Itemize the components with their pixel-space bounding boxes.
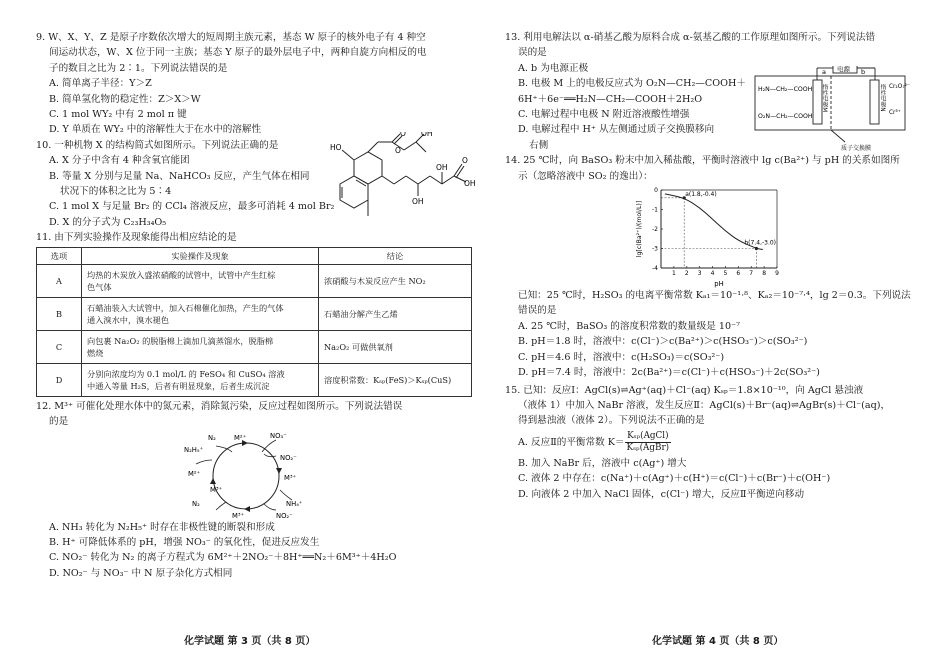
q14-option-d: D. pH＝7.4 时，溶液中：2c(Ba²⁺)＝c(Cl⁻)＋c(HSO₃⁻)＋2c(SO₃²⁻) <box>518 367 820 379</box>
power-supply-label: 电源 <box>837 66 850 73</box>
q14-option-b: B. pH＝1.8 时，溶液中：c(Cl⁻)＞c(Ba²⁺)＞c(HSO₃⁻)＞c(SO₃²⁻) <box>518 336 808 348</box>
x-tick-label: 6 <box>736 270 741 278</box>
q15-stem-line: （液体 1）中加入 NaBr 溶液，发生反应Ⅱ：AgCl(s)＋Br⁻(aq)⇌AgBr(s)＋Cl⁻(aq)， <box>518 399 891 411</box>
table-header: 实验操作及现象 <box>82 247 319 264</box>
q13-option-d: D. 电解过程中 H⁺ 从左侧通过质子交换膜移向 <box>518 124 715 136</box>
cycle-label: NO₂⁻ <box>276 511 293 520</box>
q10-option-c: C. 1 mol X 与足量 Br₂ 的 CCl₄ 溶液反应，最多可消耗 4 mol Br₂ <box>49 201 335 213</box>
q15-option-a-prefix: A. 反应Ⅱ的平衡常数 K＝ <box>518 436 625 448</box>
q9-option-c: C. 1 mol WY₂ 中有 2 mol π 键 <box>49 109 187 121</box>
question-13 <box>505 30 915 153</box>
q13-option-c: C. 电解过程中电极 N 附近溶液酸性增强 <box>518 109 690 121</box>
data-label: b(7.4,-3.0) <box>744 239 777 247</box>
catalytic-cycle-diagram <box>176 430 316 520</box>
q15-stem-line: 15. 已知：反应Ⅰ：AgCl(s)⇌Ag⁺(aq)＋Cl⁻(aq) Kₛₚ＝1.8×10⁻¹⁰，向 AgCl 悬浊液 <box>505 384 864 396</box>
q13-stem-line: 误的是 <box>518 47 547 59</box>
data-label: a(1.8,-0.4) <box>685 190 717 198</box>
question-10 <box>36 131 476 230</box>
table-cell-conclusion: 石蜡油分解产生乙烯 <box>319 297 472 330</box>
question-12 <box>36 399 472 581</box>
q15-option-d: D. 向液体 2 中加入 NaCl 固体，c(Cl⁻) 增大，反应Ⅱ平衡逆向移动 <box>518 488 805 500</box>
terminal-a-label: a <box>822 68 826 76</box>
table-row <box>37 297 472 330</box>
q15-stem-line: 得到悬浊液（液体 2）。下列说法不正确的是 <box>518 415 705 427</box>
q15-option-b: B. 加入 NaBr 后，溶液中 c(Ag⁺) 增大 <box>518 457 687 469</box>
x-tick-label: 4 <box>710 270 715 278</box>
struct-label: O <box>400 131 406 138</box>
table-cell-conclusion: 浓硝酸与木炭反应产生 NO₂ <box>319 264 472 297</box>
cycle-label: M³⁺ <box>284 473 297 482</box>
cycle-label: NO₃⁻ <box>270 431 287 440</box>
table-header: 选项 <box>37 247 82 264</box>
question-9 <box>36 30 472 138</box>
table-cell-conclusion: Na₂O₂ 可做供氧剂 <box>319 330 472 363</box>
question-14 <box>505 153 915 380</box>
x-tick-label: 2 <box>684 270 689 278</box>
table-header-row <box>37 247 472 264</box>
table-row <box>37 363 472 396</box>
table-cell-conclusion: 溶度积常数：Kₛₚ(FeS)＞Kₛₚ(CuS) <box>319 363 472 396</box>
cycle-label: M³⁺ <box>210 485 223 494</box>
q13-option-d-cont: 右侧 <box>529 139 549 151</box>
x-tick-label: 1 <box>671 270 676 278</box>
right-page <box>505 30 915 502</box>
y-tick-label: -2 <box>652 226 658 234</box>
question-15 <box>505 383 915 502</box>
x-tick-label: 5 <box>723 270 728 278</box>
solution-label: Cr₂O₇²⁻ <box>889 84 911 90</box>
q12-option-b: B. H⁺ 可降低体系的 pH，增强 NO₃⁻ 的氧化性，促进反应发生 <box>49 536 320 548</box>
q12-option-d: D. NO₂⁻ 与 NO₃⁻ 中 N 原子杂化方式相同 <box>49 567 233 579</box>
page-footer-right: 化学试题 第 4 页（共 8 页） <box>652 636 784 647</box>
struct-label: OH <box>464 178 476 188</box>
cycle-label: NO₂⁻ <box>280 453 297 462</box>
struct-label: OH <box>421 131 433 138</box>
q12-option-c: C. NO₂⁻ 转化为 N₂ 的离子方程式为 6M²⁺＋2NO₂⁻＋8H⁺══N₂＋6M³⁺＋4H₂O <box>49 552 397 564</box>
membrane-label: 质子交换膜 <box>841 145 872 152</box>
solution-label: O₂N—CH₂—COOH <box>758 113 813 120</box>
q10-option-b-cont: 状况下的体积之比为 5∶4 <box>60 186 172 198</box>
q9-option-a: A. 简单离子半径：Y＞Z <box>49 78 152 90</box>
left-page <box>36 30 476 581</box>
q15-option-c: C. 液体 2 中存在：c(Na⁺)＋c(Ag⁺)＋c(H⁺)＝c(Cl⁻)＋c(Br⁻)＋c(OH⁻) <box>518 473 831 485</box>
q12-stem-line: 12. M³⁺ 可催化处理水体中的氮元素，消除氮污染，反应过程如图所示。下列说法错误 <box>36 400 403 412</box>
y-axis-label: lg[c(Ba²⁺)/(mol/L)] <box>636 200 643 258</box>
table-row <box>37 264 472 297</box>
q9-option-d: D. Y 单质在 WY₂ 中的溶解性大于在水中的溶解性 <box>49 124 262 136</box>
x-tick-label: 7 <box>749 270 754 278</box>
electrode-m-label: 惰性电极M <box>821 84 827 113</box>
solution-label: Cr³⁺ <box>889 110 901 116</box>
q13-option-b: B. 电极 M 上的电极反应式为 O₂N—CH₂—COOH＋ <box>518 78 746 90</box>
table-cell-option: A <box>37 264 82 297</box>
electrolysis-cell-diagram <box>753 66 917 152</box>
terminal-b-label: b <box>861 68 866 76</box>
struct-label: HO <box>330 142 342 152</box>
q14-option-c: C. pH＝4.6 时，溶液中：c(H₂SO₃)＝c(SO₃²⁻) <box>518 351 725 363</box>
x-tick-label: 8 <box>762 270 767 278</box>
q14-stem-line: 14. 25 ℃时，向 BaSO₃ 粉末中加入稀盐酸，平衡时溶液中 lg c(Ba²⁺) 与 pH 的关系如图所 <box>505 155 900 167</box>
struct-label: OH <box>412 196 424 206</box>
fraction-denominator: Kₛₚ(AgBr) <box>626 442 670 453</box>
experiment-table <box>36 247 472 397</box>
q14-option-a: A. 25 ℃时，BaSO₃ 的溶度积常数的数量级是 10⁻⁷ <box>518 320 741 332</box>
q11-stem: 11. 由下列实验操作及现象能得出相应结论的是 <box>36 232 237 244</box>
q9-option-b: B. 简单氢化物的稳定性：Z＞X＞W <box>49 93 201 105</box>
q9-stem-line: 间运动状态，W、X 位于同一主族；基态 Y 原子的最外层电子中，两种自旋方向相反的电 <box>49 47 427 59</box>
molecule-x-structure <box>328 132 478 224</box>
fraction-numerator: Kₛₚ(AgCl) <box>625 431 672 443</box>
table-cell-operation: 向包裹 Na₂O₂ 的脱脂棉上滴加几滴蒸馏水，脱脂棉 燃烧 <box>82 330 319 363</box>
y-tick-label: -4 <box>652 265 658 273</box>
q9-stem-line: 9. W、X、Y、Z 是原子序数依次增大的短周期主族元素，基态 W 原子的核外电子有 4 种空 <box>36 32 426 43</box>
solution-label: H₂N—CH₂—COOH <box>758 86 813 93</box>
table-cell-option: C <box>37 330 82 363</box>
struct-label: OH <box>436 162 448 172</box>
y-tick-label: 0 <box>654 187 658 195</box>
struct-label: O <box>462 155 468 165</box>
table-cell-operation: 石蜡油装入大试管中，加入石棉催化加热，产生的气体 通入溴水中，溴水褪色 <box>82 297 319 330</box>
cycle-label: M²⁺ <box>234 433 247 442</box>
cycle-label: NH₄⁺ <box>286 499 303 508</box>
y-tick-label: -3 <box>652 245 658 253</box>
table-cell-option: D <box>37 363 82 396</box>
q14-known-line: 已知：25 ℃时，H₂SO₃ 的电离平衡常数 Kₐ₁＝10⁻¹·⁸、Kₐ₂＝10⁻⁷·⁴，lg 2＝0.3。下列说法 <box>518 290 911 302</box>
x-tick-label: 9 <box>775 270 779 278</box>
struct-label: O <box>395 145 401 155</box>
q13-stem-line: 13. 利用电解法以 α-硝基乙酸为原料合成 α-氨基乙酸的工作原理如图所示。下列说法错 <box>505 32 876 43</box>
q15-option-a <box>505 429 915 456</box>
q9-stem-line: 子的数目之比为 2∶1。下列说法错误的是 <box>49 62 228 74</box>
question-11 <box>36 230 472 396</box>
lg-ba-ph-chart <box>635 184 785 288</box>
q14-stem-line: 示（忽略溶液中 SO₂ 的逸出）： <box>518 170 653 182</box>
cycle-label: N₂H₅⁺ <box>184 445 204 454</box>
q13-option-b-cont: 6H⁺＋6e⁻══H₂N—CH₂—COOH＋2H₂O <box>518 93 703 105</box>
q12-stem-line: 的是 <box>49 416 69 428</box>
page-footer-left: 化学试题 第 3 页（共 8 页） <box>184 636 316 647</box>
q14-known-line: 错误的是 <box>518 305 557 317</box>
q12-option-a: A. NH₃ 转化为 N₂H₅⁺ 时存在非极性键的断裂和形成 <box>49 521 275 533</box>
electrode-n-label: 惰性电极N <box>879 84 885 112</box>
q10-option-d: D. X 的分子式为 C₂₃H₃₄O₅ <box>49 216 167 228</box>
table-header: 结论 <box>319 247 472 264</box>
cycle-label: M³⁺ <box>232 511 245 520</box>
q10-stem: 10. 一种机物 X 的结构简式如图所示。下列说法正确的是 <box>36 139 279 151</box>
table-cell-operation: 分别向浓度均为 0.1 mol/L 的 FeSO₄ 和 CuSO₄ 溶液 中通入等量 H₂S，后者有明显现象，后者生成沉淀 <box>82 363 319 396</box>
table-cell-option: B <box>37 297 82 330</box>
cycle-label: M²⁺ <box>188 469 201 478</box>
cycle-label: N₂ <box>208 433 216 442</box>
q10-option-b: B. 等量 X 分别与足量 Na、NaHCO₃ 反应，产生气体在相同 <box>49 170 310 182</box>
q10-option-a: A. X 分子中含有 4 种含氧官能团 <box>49 155 190 167</box>
table-row <box>37 330 472 363</box>
x-tick-label: 3 <box>697 270 702 278</box>
cycle-label: N₂ <box>192 499 200 508</box>
x-axis-label: pH <box>714 280 724 289</box>
q13-option-a: A. b 为电源正极 <box>518 62 589 74</box>
data-point <box>755 247 758 250</box>
table-cell-operation: 均热的木炭放入盛浓硝酸的试管中，试管中产生红棕 色气体 <box>82 264 319 297</box>
y-tick-label: -1 <box>652 206 658 214</box>
